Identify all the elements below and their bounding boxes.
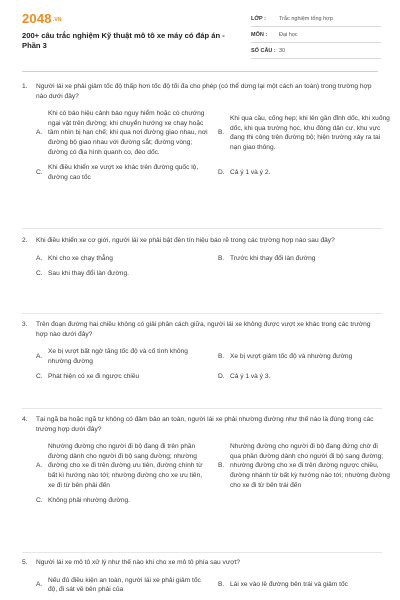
- option-letter: A.: [36, 129, 43, 137]
- answer-option-d[interactable]: [218, 163, 394, 182]
- question-divider: [22, 228, 382, 229]
- answer-option-c[interactable]: [36, 269, 394, 279]
- site-logo[interactable]: [22, 11, 62, 26]
- answer-option-b[interactable]: [218, 347, 394, 366]
- option-text: Khi có báo hiệu cảnh báo nguy hiểm hoặc có chướng ngại vật trên đường; khi chuyển hướng xe chạy hoặc tầm nhìn bị hạn chế; khi qua nơi đường giao nhau, nơi đường bộ giao nhau với đường sắt; đường vòng; đường có địa hình quanh co, đèo dốc.: [48, 110, 208, 156]
- question-divider: [22, 313, 382, 314]
- option-letter: B.: [218, 462, 225, 470]
- question-text: Trên đoạn đường hai chiều không có giải phân cách giữa, người lái xe không được vượt xe khác trong các trường hợp nào dưới đây?: [36, 321, 371, 338]
- question-divider: [22, 552, 382, 553]
- question-number: 3.: [22, 321, 28, 328]
- option-letter: D.: [218, 168, 225, 176]
- document-title: 200+ câu trắc nghiệm Kỹ thuật mô tô xe máy có đáp án - Phần 3: [22, 31, 225, 50]
- answer-option-a[interactable]: [36, 442, 212, 490]
- answer-option-a[interactable]: [36, 576, 212, 595]
- question-1: [22, 82, 390, 182]
- question-text-row: [22, 82, 382, 101]
- logo-suffix: .VN: [52, 16, 62, 23]
- answer-option-a[interactable]: [36, 109, 212, 157]
- meta-value: 30: [279, 47, 286, 54]
- document-header: [0, 0, 400, 68]
- meta-key: MÔN :: [251, 31, 268, 38]
- question-text: Tại ngã ba hoặc ngã tư không có đảm bảo an toàn, người lái xe phải nhường đường như thế nào là đúng trong các trường hợp dưới đây?: [36, 416, 374, 433]
- option-text: Trước khi thay đổi làn đường: [230, 254, 316, 262]
- meta-table: [251, 11, 381, 59]
- question-number: 4.: [22, 416, 28, 423]
- option-letter: D.: [218, 373, 225, 381]
- option-letter: C.: [36, 168, 43, 176]
- option-text: Phát hiện có xe đi ngược chiều: [48, 373, 140, 381]
- option-letter: B.: [218, 581, 225, 589]
- question-text-row: [22, 558, 382, 568]
- option-letter: C.: [36, 373, 43, 381]
- question-2: [22, 236, 382, 279]
- meta-row-count: [251, 43, 381, 59]
- answer-options: [36, 576, 382, 595]
- question-5: [22, 558, 382, 595]
- question-divider: [22, 408, 382, 409]
- answer-options: [36, 254, 382, 279]
- answer-option-c[interactable]: [36, 163, 212, 182]
- answer-options: [36, 347, 382, 382]
- option-letter: B.: [218, 254, 225, 262]
- option-text: Khi cho xe chạy thẳng: [48, 254, 113, 262]
- option-letter: A.: [36, 581, 43, 589]
- question-number: 5.: [22, 559, 28, 566]
- question-text: Người lái xe mô tô xử lý như thế nào khi cho xe mô tô phía sau vượt?: [36, 559, 241, 566]
- option-letter: A.: [36, 352, 43, 360]
- option-text: Sau khi thay đổi làn đường.: [48, 270, 129, 278]
- answer-option-c[interactable]: [36, 372, 212, 382]
- meta-value: Đại học: [279, 31, 298, 38]
- meta-row-subject: [251, 27, 381, 43]
- question-text-row: [22, 236, 382, 246]
- option-letter: A.: [36, 462, 43, 470]
- question-text: Người lái xe phải giảm tốc độ thấp hơn tốc độ tối đa cho phép (có thể dừng lại một cách an toàn) trong trường hợp nào dưới đây?: [36, 83, 372, 100]
- option-letter: C.: [36, 270, 43, 278]
- question-text-row: [22, 320, 382, 339]
- answer-option-a[interactable]: [36, 254, 212, 264]
- option-letter: B.: [218, 352, 225, 360]
- option-text: Nhường đường cho người đi bộ đang đi trên phần đường dành cho người đi bộ sang đường; nhường đường cho xe đi trên đường ưu tiên, đường chính từ bất kì hướng nào tới; nhường đường cho xe ưu tiên, xe đi từ bên phải đến: [48, 443, 203, 489]
- header-divider: [22, 71, 378, 72]
- answer-option-d[interactable]: [218, 372, 394, 382]
- meta-key: SỐ CÂU :: [251, 47, 276, 54]
- answer-option-b[interactable]: [218, 442, 394, 490]
- logo-text: 2048: [22, 11, 52, 26]
- question-3: [22, 320, 382, 382]
- answer-option-b[interactable]: [218, 109, 394, 157]
- option-text: Lái xe vào lề đường bên trái và giảm tốc: [230, 581, 348, 589]
- option-text: Nếu đủ điều kiện an toàn, người lái xe phải giảm tốc độ, đi sát về bên phải của: [48, 576, 201, 594]
- option-text: Cả ý 1 và ý 3.: [230, 373, 271, 381]
- answer-options: [36, 109, 390, 182]
- option-letter: B.: [218, 129, 225, 137]
- answer-option-b[interactable]: [218, 254, 394, 264]
- answer-option-b[interactable]: [218, 576, 394, 595]
- option-text: Không phải nhường đường.: [48, 497, 131, 505]
- answer-options: [36, 442, 390, 506]
- question-number: 1.: [22, 83, 28, 90]
- meta-row-class: [251, 11, 381, 27]
- option-text: Nhường đường cho người đi bộ đang đứng chờ đi qua phần đường dành cho người đi bộ sang đường; nhường đường cho xe đi trên đường ngược chiều, đường nhánh từ bất kỳ hướng nào tới; nhường đường cho xe đi từ bên trái đến: [230, 443, 390, 489]
- answer-option-c[interactable]: [36, 496, 394, 506]
- question-number: 2.: [22, 237, 28, 244]
- option-letter: A.: [36, 254, 43, 262]
- question-4: [22, 415, 390, 506]
- option-text: Khi qua cầu, cống hẹp; khi lên gần đỉnh dốc, khi xuống dốc, khi qua trường học, khu đông dân cư, khu vực đang thi công trên đường bộ; hiện trường xảy ra tai nạn giao thông.: [230, 114, 390, 151]
- meta-value: Trắc nghiệm tổng hợp: [279, 15, 333, 22]
- option-text: Khi điều khiển xe vượt xe khác trên đường quốc lộ, đường cao tốc: [48, 164, 199, 181]
- question-text-row: [22, 415, 382, 434]
- option-text: Xe bị vượt bất ngờ tăng tốc độ và cố tình không nhường đường: [48, 348, 188, 365]
- meta-key: LỚP :: [251, 15, 266, 22]
- question-text: Khi điều khiển xe cơ giới, người lái xe phải bật đèn tín hiệu báo rẽ trong các trường hợp nào sau đây?: [36, 237, 335, 244]
- option-letter: C.: [36, 497, 43, 505]
- option-text: Cả ý 1 và ý 2.: [230, 168, 271, 176]
- option-text: Xe bị vượt giảm tốc độ và nhường đường: [230, 352, 353, 360]
- answer-option-a[interactable]: [36, 347, 212, 366]
